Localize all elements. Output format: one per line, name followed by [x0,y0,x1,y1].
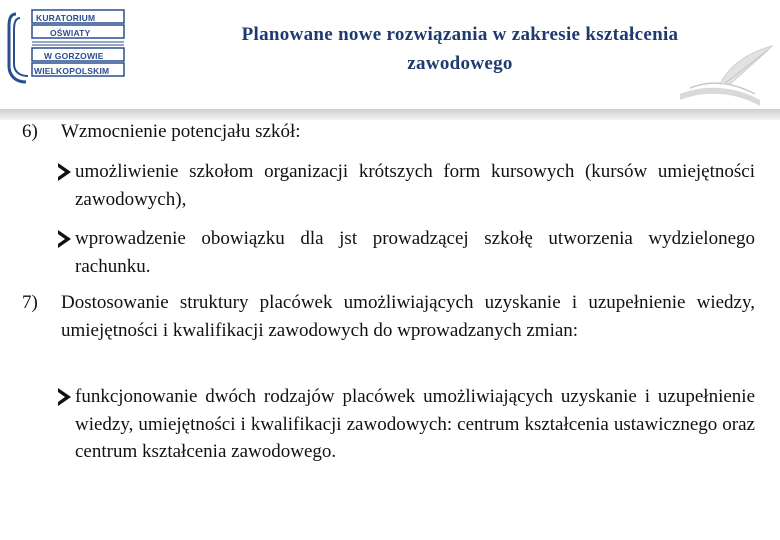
bullet-item [56,158,755,213]
logo-line-4: WIELKOPOLSKIM [34,66,110,76]
logo-line-3: W GORZOWIE [44,51,104,61]
title-line-1: Planowane nowe rozwiązania w zakresie kształcenia [241,24,679,45]
bullet-item [56,225,755,280]
bullet-item [56,383,755,466]
bullet-text: wprowadzenie obowiązku dla jst prowadzącej szkołę utworzenia wydzielonego rachunku. [75,228,755,277]
logo-line-1: KURATORIUM [36,13,96,23]
item-text: Dostosowanie struktury placówek umożliwiających uzyskanie i uzupełnienie wiedzy, umiejętności i kwalifikacji zawodowych do wprowadzanych zmian: [61,292,755,341]
bullet-text: umożliwienie szkołom organizacji krótszych form kursowych (kursów umiejętności zawodowych), [75,161,755,210]
item-text: Wzmocnienie potencjału szkół: [61,121,301,142]
logo-line-2: OŚWIATY [50,28,91,38]
kuratorium-logo [6,6,130,92]
book-quill-icon [660,44,780,114]
list-item-6 [22,118,755,146]
item-number: 6) [22,121,38,142]
title-line-2: zawodowego [407,53,513,74]
item-number: 7) [22,292,38,313]
arrow-bullet-icon [56,228,73,250]
arrow-bullet-icon [56,386,73,408]
bullet-text: funkcjonowanie dwóch rodzajów placówek umożliwiających uzyskanie i uzupełnienie wiedzy, umiejętności i kwalifikacji zawodowych: centrum kształcenia ustawicznego oraz centrum kształcenia zawodowego. [75,386,755,462]
arrow-bullet-icon [56,161,73,183]
list-item-7 [22,289,755,344]
